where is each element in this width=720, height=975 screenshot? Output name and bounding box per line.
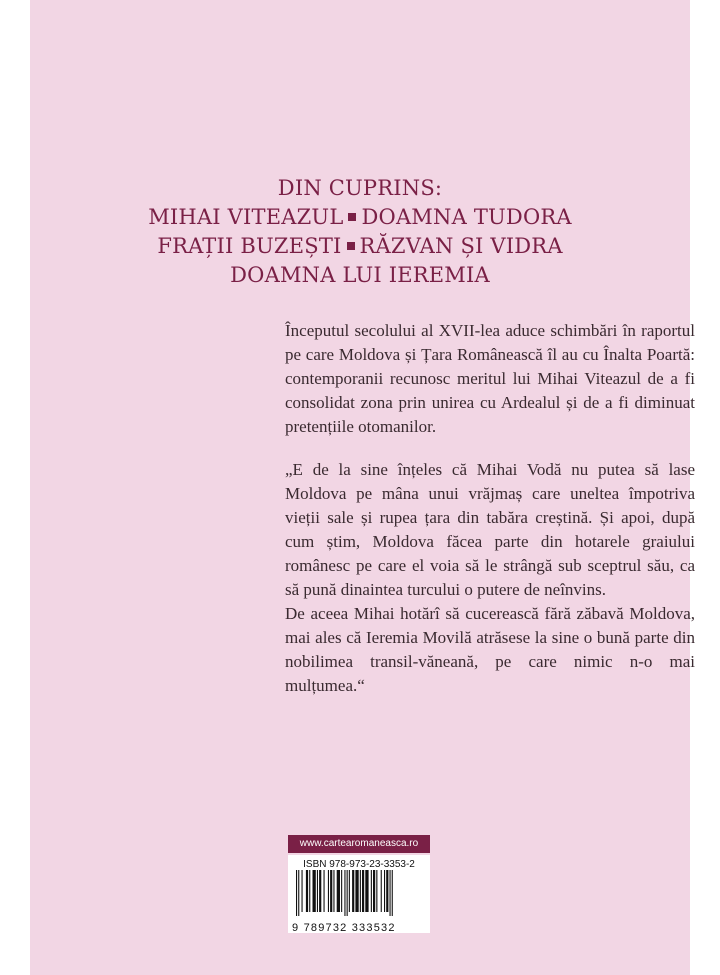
- isbn-label: ISBN 978-973-23-3353-2: [303, 859, 415, 870]
- contents-item-fratii-buzesti: FRAȚII BUZEȘTI: [157, 234, 342, 258]
- contents-item-doamna-lui-ieremia: DOAMNA LUI IEREMIA: [230, 263, 490, 287]
- contents-line-2: [30, 203, 690, 232]
- barcode-panel: [288, 855, 430, 933]
- barcode-digits: 9 789732 333532: [292, 922, 396, 934]
- barcode-bars-icon: [292, 870, 426, 916]
- contents-item-doamna-tudora: DOAMNA TUDORA: [361, 205, 572, 229]
- contents-item-mihai-viteazul: MIHAI VITEAZUL: [148, 205, 344, 229]
- publisher-website: www.cartearomaneasca.ro: [288, 835, 430, 853]
- quote-paragraph-1: „E de la sine înțeles că Mihai Vodă nu putea să lase Moldova pe mâna unui vrăjmaș care uneltea împotriva vieții sale și rupea țara din tabăra creștină. Și apoi, după cum știm, Moldova făcea parte din hotarele graiului românesc pe care el voia să le strângă sub sceptrul său, ca să pună dinaintea turcului o putere de neînvins.: [285, 460, 695, 599]
- contents-item-razvan-si-vidra: RĂZVAN ȘI VIDRA: [359, 234, 563, 258]
- contents-list: [30, 174, 690, 290]
- square-separator-icon: [347, 242, 355, 250]
- quote-paragraph-2: De aceea Mihai hotărî să cucerească fără zăbavă Moldova, mai ales că Ieremia Movilă atrăsese la sine o bună parte din nobilimea transil-văneană, pe care nimic n-o mai mulțumea.“: [285, 604, 695, 695]
- contents-heading: DIN CUPRINS:: [277, 176, 443, 200]
- paragraph-gap: [285, 439, 695, 458]
- blurb-paragraph: Începutul secolului al XVII-lea aduce schimbări în raportul pe care Moldova și Țara Românească îl au cu Înalta Poartă: contemporanii recunosc meritul lui Mihai Viteazul de a fi consolidat zona prin unirea cu Ardealul și de a fi diminuat pretențiile otomanilor.: [285, 321, 695, 436]
- barcode-block: [288, 835, 430, 933]
- square-separator-icon: [348, 213, 356, 221]
- contents-line-3: [30, 232, 690, 261]
- blurb-text: [285, 319, 695, 698]
